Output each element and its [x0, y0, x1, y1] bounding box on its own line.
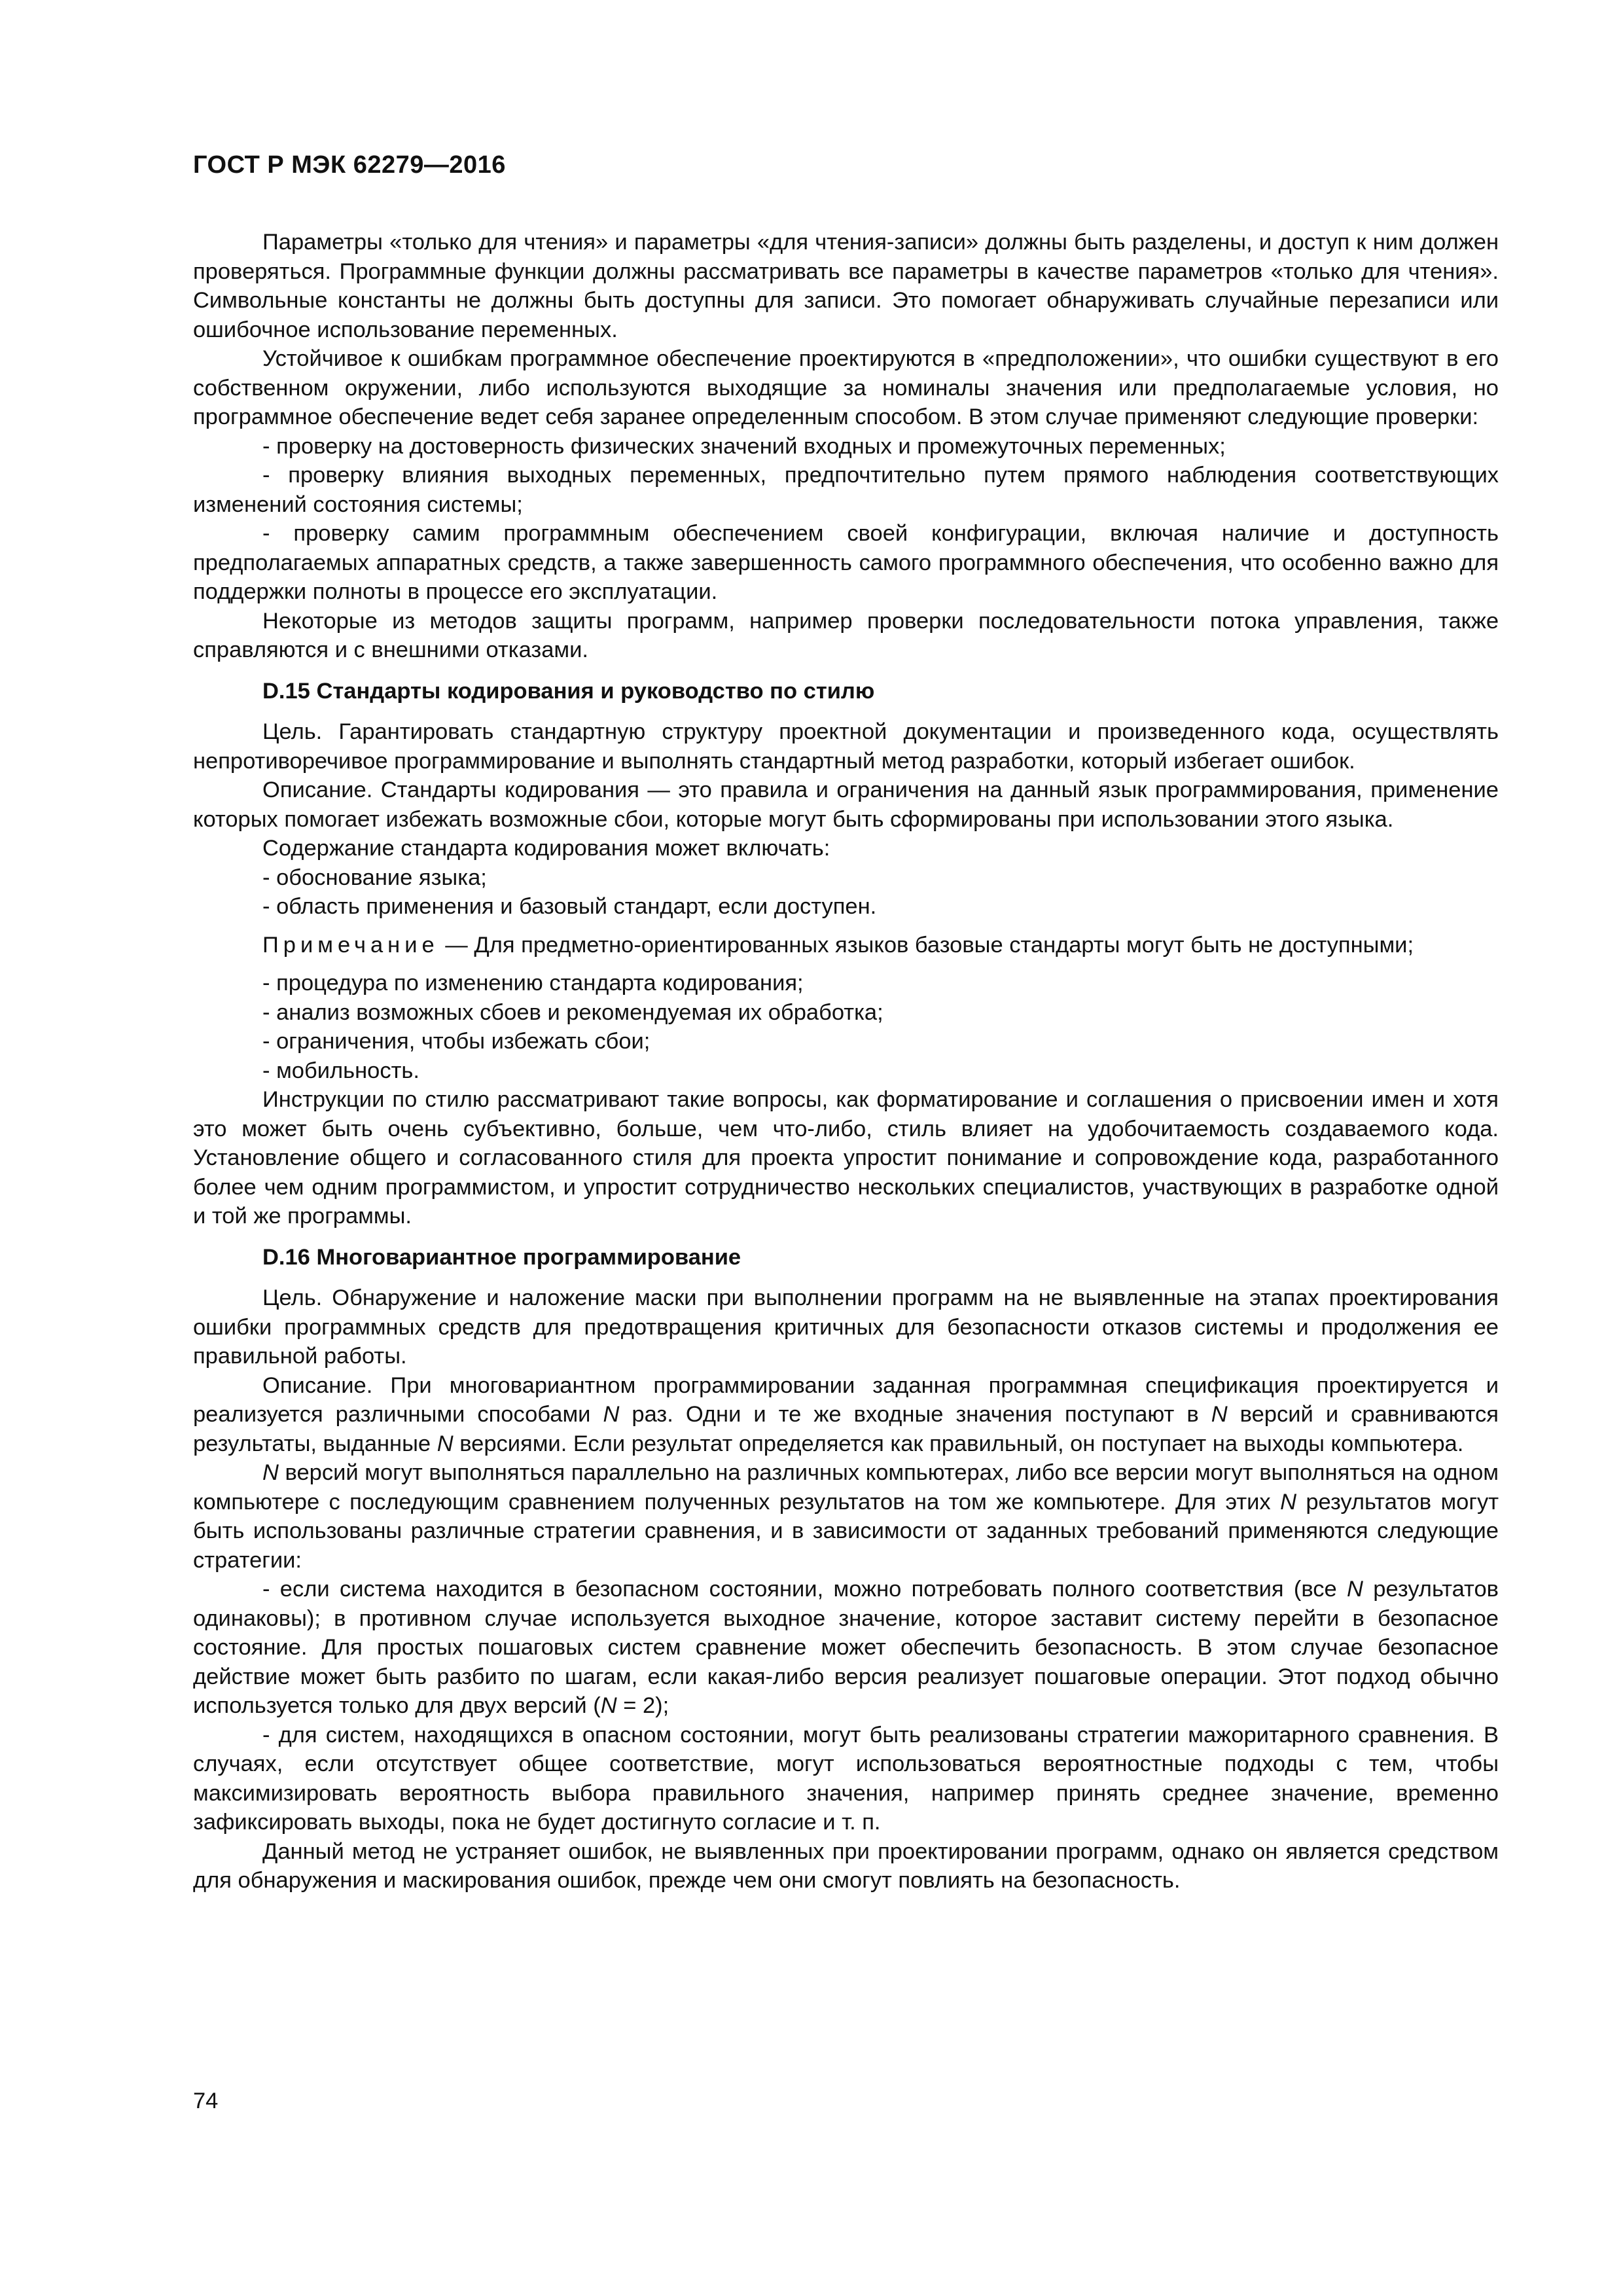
- note-label: Примечание: [262, 932, 439, 958]
- section-heading-d15: D.15 Стандарты кодирования и руководство по стилю: [262, 678, 875, 704]
- list-item-strategy-unsafe: - для систем, находящихся в опасном состоянии, могут быть реализованы стратегии мажоритарного сравнения. В случаях, если отсутствует общее соответствие, могут использоваться вероятностные подходы с тем, чтобы максимизировать вероятность выбора правильного значения, например принять среднее значение, временно зафиксировать выходы, пока не будет достигнуто согласие и т. п.: [193, 1722, 1499, 1835]
- list-item: - проверку самим программным обеспечением своей конфигурации, включая наличие и доступность предполагаемых аппаратных средств, а также завершенность самого программного обеспечения, что особенно важно для поддержки полноты в процессе его эксплуатации.: [193, 521, 1499, 604]
- list-item: - ограничения, чтобы избежать сбои;: [262, 1029, 651, 1054]
- list-item-strategy-safe: [193, 1575, 1499, 1721]
- text-run: - если система находится в безопасном состоянии, можно потребовать полного соответствия (все: [262, 1577, 1347, 1602]
- list-item: - процедура по изменению стандарта кодирования;: [262, 971, 804, 996]
- section-heading-d16: D.16 Многовариантное программирование: [262, 1244, 741, 1270]
- standard-header: ГОСТ Р МЭК 62279—2016: [193, 151, 506, 179]
- paragraph-d15-description: Описание. Стандарты кодирования — это правила и ограничения на данный язык программирования, применение которых помогает избежать возможные сбои, которые могут быть сформированы при использовании этого языка.: [193, 778, 1499, 832]
- list-item: - обоснование языка;: [262, 865, 487, 890]
- paragraph-d15-style: Инструкции по стилю рассматривают такие вопросы, как форматирование и соглашения о присвоении имен и хотя это может быть очень субъективно, больше, чем что-либо, стиль влияет на удобочитаемость создаваемого кода. Установление общего и согласованного стиля для проекта упростит понимание и сопровождение кода, разработанного более чем одним программистом, и упростит сотрудничество нескольких специалистов, участвующих в разработке одной и той же программы.: [193, 1087, 1499, 1229]
- italic-n: N: [262, 1460, 279, 1485]
- text-run: Описание. При многовариантном программировании заданная программная спецификация проектируется и реализуется различными способами: [193, 1372, 1499, 1427]
- italic-n: N: [600, 1693, 617, 1718]
- text-run: раз. Одни и те же входные значения поступают в: [619, 1402, 1211, 1427]
- paragraph-d15-content-intro: Содержание стандарта кодирования может включать:: [262, 836, 830, 861]
- document-page: [193, 0, 1499, 2296]
- italic-n: N: [1280, 1489, 1296, 1515]
- list-item: - проверку на достоверность физических значений входных и промежуточных переменных;: [262, 433, 1226, 459]
- text-run: = 2);: [616, 1693, 669, 1718]
- italic-n: N: [1347, 1577, 1363, 1602]
- paragraph-d16-description: [193, 1371, 1499, 1459]
- italic-n: N: [1211, 1402, 1228, 1427]
- note-text: — Для предметно-ориентированных языков базовые стандарты могут быть не доступными;: [438, 932, 1414, 958]
- note: [193, 931, 1499, 960]
- text-run: результатов могут быть использованы различные стратегии сравнения, и в зависимости от заданных требований применяются следующие стратегии:: [193, 1489, 1499, 1573]
- paragraph-readonly-params: Параметры «только для чтения» и параметры «для чтения-записи» должны быть разделены, и доступ к ним должен проверяться. Программные функции должны рассматривать все параметры в качестве параметров «только для чтения». Символьные константы не должны быть доступны для записи. Это помогает обнаруживать случайные перезаписи или ошибочное использование переменных.: [193, 230, 1499, 342]
- list-item: - проверку влияния выходных переменных, предпочтительно путем прямого наблюдения соответствующих изменений состояния системы;: [193, 463, 1499, 517]
- text-run: версий и сравниваются результаты, выданные: [193, 1402, 1499, 1456]
- text-run: результатов одинаковы); в противном случае используется выходное значение, которое заставит систему перейти в безопасное состояние. Для простых пошаговых систем сравнение может обеспечить безопасность. В этом случае безопасное действие может быть разбито по шагам, если какая-либо версия реализует пошаговые операции. Этот подход обычно используется только для двух версий (: [193, 1577, 1499, 1718]
- paragraph-fault-tolerant: Устойчивое к ошибкам программное обеспечение проектируются в «предположении», что ошибки существуют в его собственном окружении, либо используются выходящие за номиналы значения или предполагаемые условия, но программное обеспечение ведет себя заранее определенным способом. В этом случае применяют следующие проверки:: [193, 346, 1499, 429]
- document-body: [193, 228, 1499, 1895]
- italic-n: N: [603, 1402, 620, 1427]
- list-item: - анализ возможных сбоев и рекомендуемая их обработка;: [262, 999, 883, 1025]
- page-number: 74: [193, 2089, 219, 2113]
- list-item: - область применения и базовый стандарт, если доступен.: [262, 894, 877, 919]
- paragraph-d15-goal: Цель. Гарантировать стандартную структуру проектной документации и произведенного кода, осуществлять непротиворечивое программирование и выполнять стандартный метод разработки, который избегает ошибок.: [193, 719, 1499, 774]
- paragraph-d16-versions: [193, 1458, 1499, 1575]
- paragraph-d16-goal: Цель. Обнаружение и наложение маски при выполнении программ на не выявленные на этапах проектирования ошибки программных средств для предотвращения критичных для безопасности отказов системы и продолжения ее правильной работы.: [193, 1285, 1499, 1369]
- list-item: - мобильность.: [262, 1058, 419, 1083]
- paragraph-d16-conclusion: Данный метод не устраняет ошибок, не выявленных при проектировании программ, однако он является средством для обнаружения и маскирования ошибок, прежде чем они смогут повлиять на безопасность.: [193, 1839, 1499, 1893]
- text-run: версиями. Если результат определяется как правильный, он поступает на выходы компьютера.: [453, 1431, 1464, 1456]
- paragraph-external-failures: Некоторые из методов защиты программ, например проверки последовательности потока управления, также справляются и с внешними отказами.: [193, 608, 1499, 662]
- text-run: версий могут выполняться параллельно на различных компьютерах, либо все версии могут выполняться на одном компьютере с последующим сравнением полученных результатов на том же компьютере. Для этих: [193, 1460, 1499, 1515]
- italic-n: N: [437, 1431, 454, 1456]
